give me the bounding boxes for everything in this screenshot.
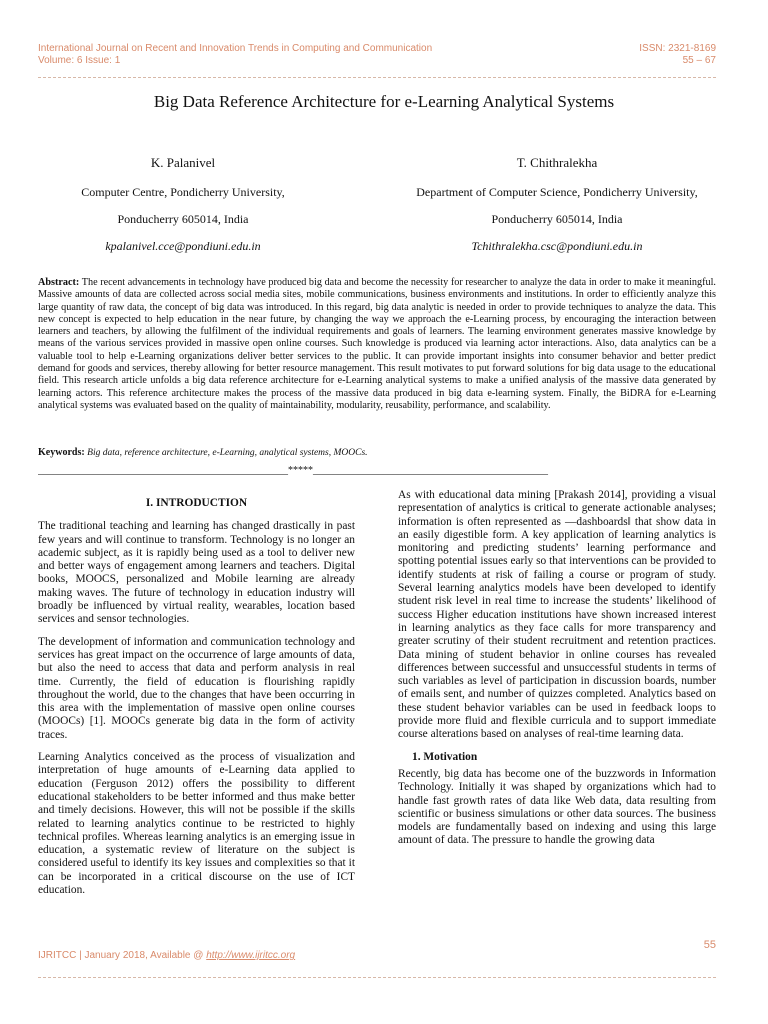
page-range: 55 – 67 (682, 55, 716, 66)
header-divider (38, 77, 716, 78)
subsection-heading-motivation: 1. Motivation (412, 750, 478, 763)
paper-title: Big Data Reference Architecture for e-Learning Analytical Systems (153, 92, 615, 111)
paragraph: Recently, big data has become one of the buzzwords in Information Technology. Initially it was shaped by organizations which had to handle fast growth rates of data like Web data, data resulting from scientific or business simulations or other data sources. The business models are fundamentally based on indexing and using this large amount of data. The pressure to handle the growing data (398, 767, 716, 847)
author-address: Ponducherry 605014, India (117, 212, 249, 226)
section-heading-introduction: I. INTRODUCTION (145, 497, 248, 509)
paragraph: The traditional teaching and learning has changed drastically in past few years and will continue to transform. Technology is no longer an academic subject, as it is rapidly being used as a tool to deliver new and better ways of engagement among learners and teachers. Digital books, MOOCS, personalized and Mobile learning are already making waves. The future of technology in education industry will broadly be influenced by virtual reality, wearables, location based services and sensor technologies. (38, 520, 355, 626)
author-name: T. Chithralekha (516, 155, 598, 170)
abstract-label: Abstract: (38, 277, 80, 288)
page-number: 55 (703, 939, 716, 951)
author-address: Ponducherry 605014, India (491, 212, 623, 226)
journal-name: International Journal on Recent and Innovation Trends in Computing and Communication (38, 43, 433, 54)
volume-issue: Volume: 6 Issue: 1 (38, 55, 121, 66)
abstract (38, 277, 716, 412)
section-separator: __________________________________________________*****_______________________________________________ (38, 465, 548, 476)
author-2 (398, 155, 716, 254)
footer-link[interactable]: http://www.ijritcc.org (206, 950, 296, 961)
journal-header (38, 43, 716, 67)
footer-text: IJRITCC | January 2018, Available @ (38, 950, 207, 961)
footer-divider (38, 977, 716, 978)
abstract-text: The recent advancements in technology have produced big data and become the necessity for researcher to analyze the data in order to make it meaningful. Massive amounts of data are collected across social media sites, mobile communications, business environments and institutions. In order to efficiently analyze this large quantity of raw data, the concept of big data was introduced. In this regard, big data analytic is needed in order to provide techniques to analyze the data. This new concept is expected to help education in the near future, by changing the way we approach the e-Learning process, by encouraging the interaction between learners and teachers, by allowing the fulfilment of the individual requirements and goals of learners. The learning environment generates massive knowledge by means of the various services provided in massive open online courses. Such knowledge is produced via learning actor interactions. Also, data analytics can be a valuable tool to help e-Learning organizations deliver better services to the public. It can provide important insights into consumer behavior and better predict demand for goods and services, thereby allowing for better resource management. This result motivates to put forward solutions for big data usage to the educational field. This research article unfolds a big data reference architecture for e-Learning analytical systems to make a unified analysis of the massive data generated by learning actors. This reference architecture makes the process of the massive data produced in big data e-learning system. Finally, the BiDRA for e-Learning analytical systems was evaluated based on the quality of maintainability, modularity, reusability, performance, and scalability. (38, 277, 716, 411)
keywords-label: Keywords: (38, 447, 85, 458)
author-affiliation: Computer Centre, Pondicherry University, (81, 185, 285, 199)
author-affiliation: Department of Computer Science, Pondicherry University, (416, 185, 698, 199)
author-email[interactable]: kpalanivel.cce@pondiuni.edu.in (105, 239, 261, 253)
paragraph: Learning Analytics conceived as the process of visualization and interpretation of huge amounts of e-Learning data applied to education (Ferguson 2012) offers the possibility to different educational stakeholders to be better informed and thus make better and timely decisions. However, this will not be possible if the skills related to learning analytics continue to be restricted to highly technical profiles. Whereas learning analytics is an emerging issue in education, a systematic review of literature on the subject is considered useful to identify its key issues and complexities so that it can be incorporated in a critical discourse on the use of ICT education. (38, 751, 355, 897)
left-column (38, 497, 355, 906)
author-name: K. Palanivel (150, 155, 216, 170)
issn: ISSN: 2321-8169 (639, 43, 716, 54)
author-1 (38, 155, 328, 254)
paragraph: As with educational data mining [Prakash 2014], providing a visual representation of analytics is critical to generate actionable analyses; information is often represented as ―dashboards‖ that show data in an easily digestible form. A key application of learning analytics is monitoring and predicting students’ learning performance and spotting potential issues early so that interventions can be provided to identify students at risk of failing a course or program of study. Several learning analytics models have been developed to identify student risk level in real time to increase the students’ likelihood of success Higher education institutions have shown increased interest in learning analytics as they face calls for more transparency and greater scrutiny of their student recruitment and retention practices. Data mining of student behavior in online courses has revealed differences between successful and unsuccessful students in terms of such variables as level of participation in discussion boards, number of emails sent, and number of quizzes completed. Analytics based on these student behavior variables can be used in feedback loops to provide more fluid and flexible curricula and to support immediate course alterations based on analyses of real-time learning data. (398, 489, 716, 741)
paragraph: The development of information and communication technology and services has great impact on the occurrence of large amounts of data, but also the need to access that data and perform analysis in real time. Currently, the field of education is flourishing rapidly throughout the world, due to the changes that have been occurring in this area with the implementation of massive open online courses (MOOCs) [1]. MOOCs generate big data in the form of activity traces. (38, 635, 355, 741)
author-block (38, 155, 716, 254)
right-column (398, 489, 716, 857)
author-email[interactable]: Tchithralekha.csc@pondiuni.edu.in (471, 239, 643, 253)
keywords (38, 447, 716, 458)
keywords-text: Big data, reference architecture, e-Learning, analytical systems, MOOCs. (87, 448, 368, 458)
